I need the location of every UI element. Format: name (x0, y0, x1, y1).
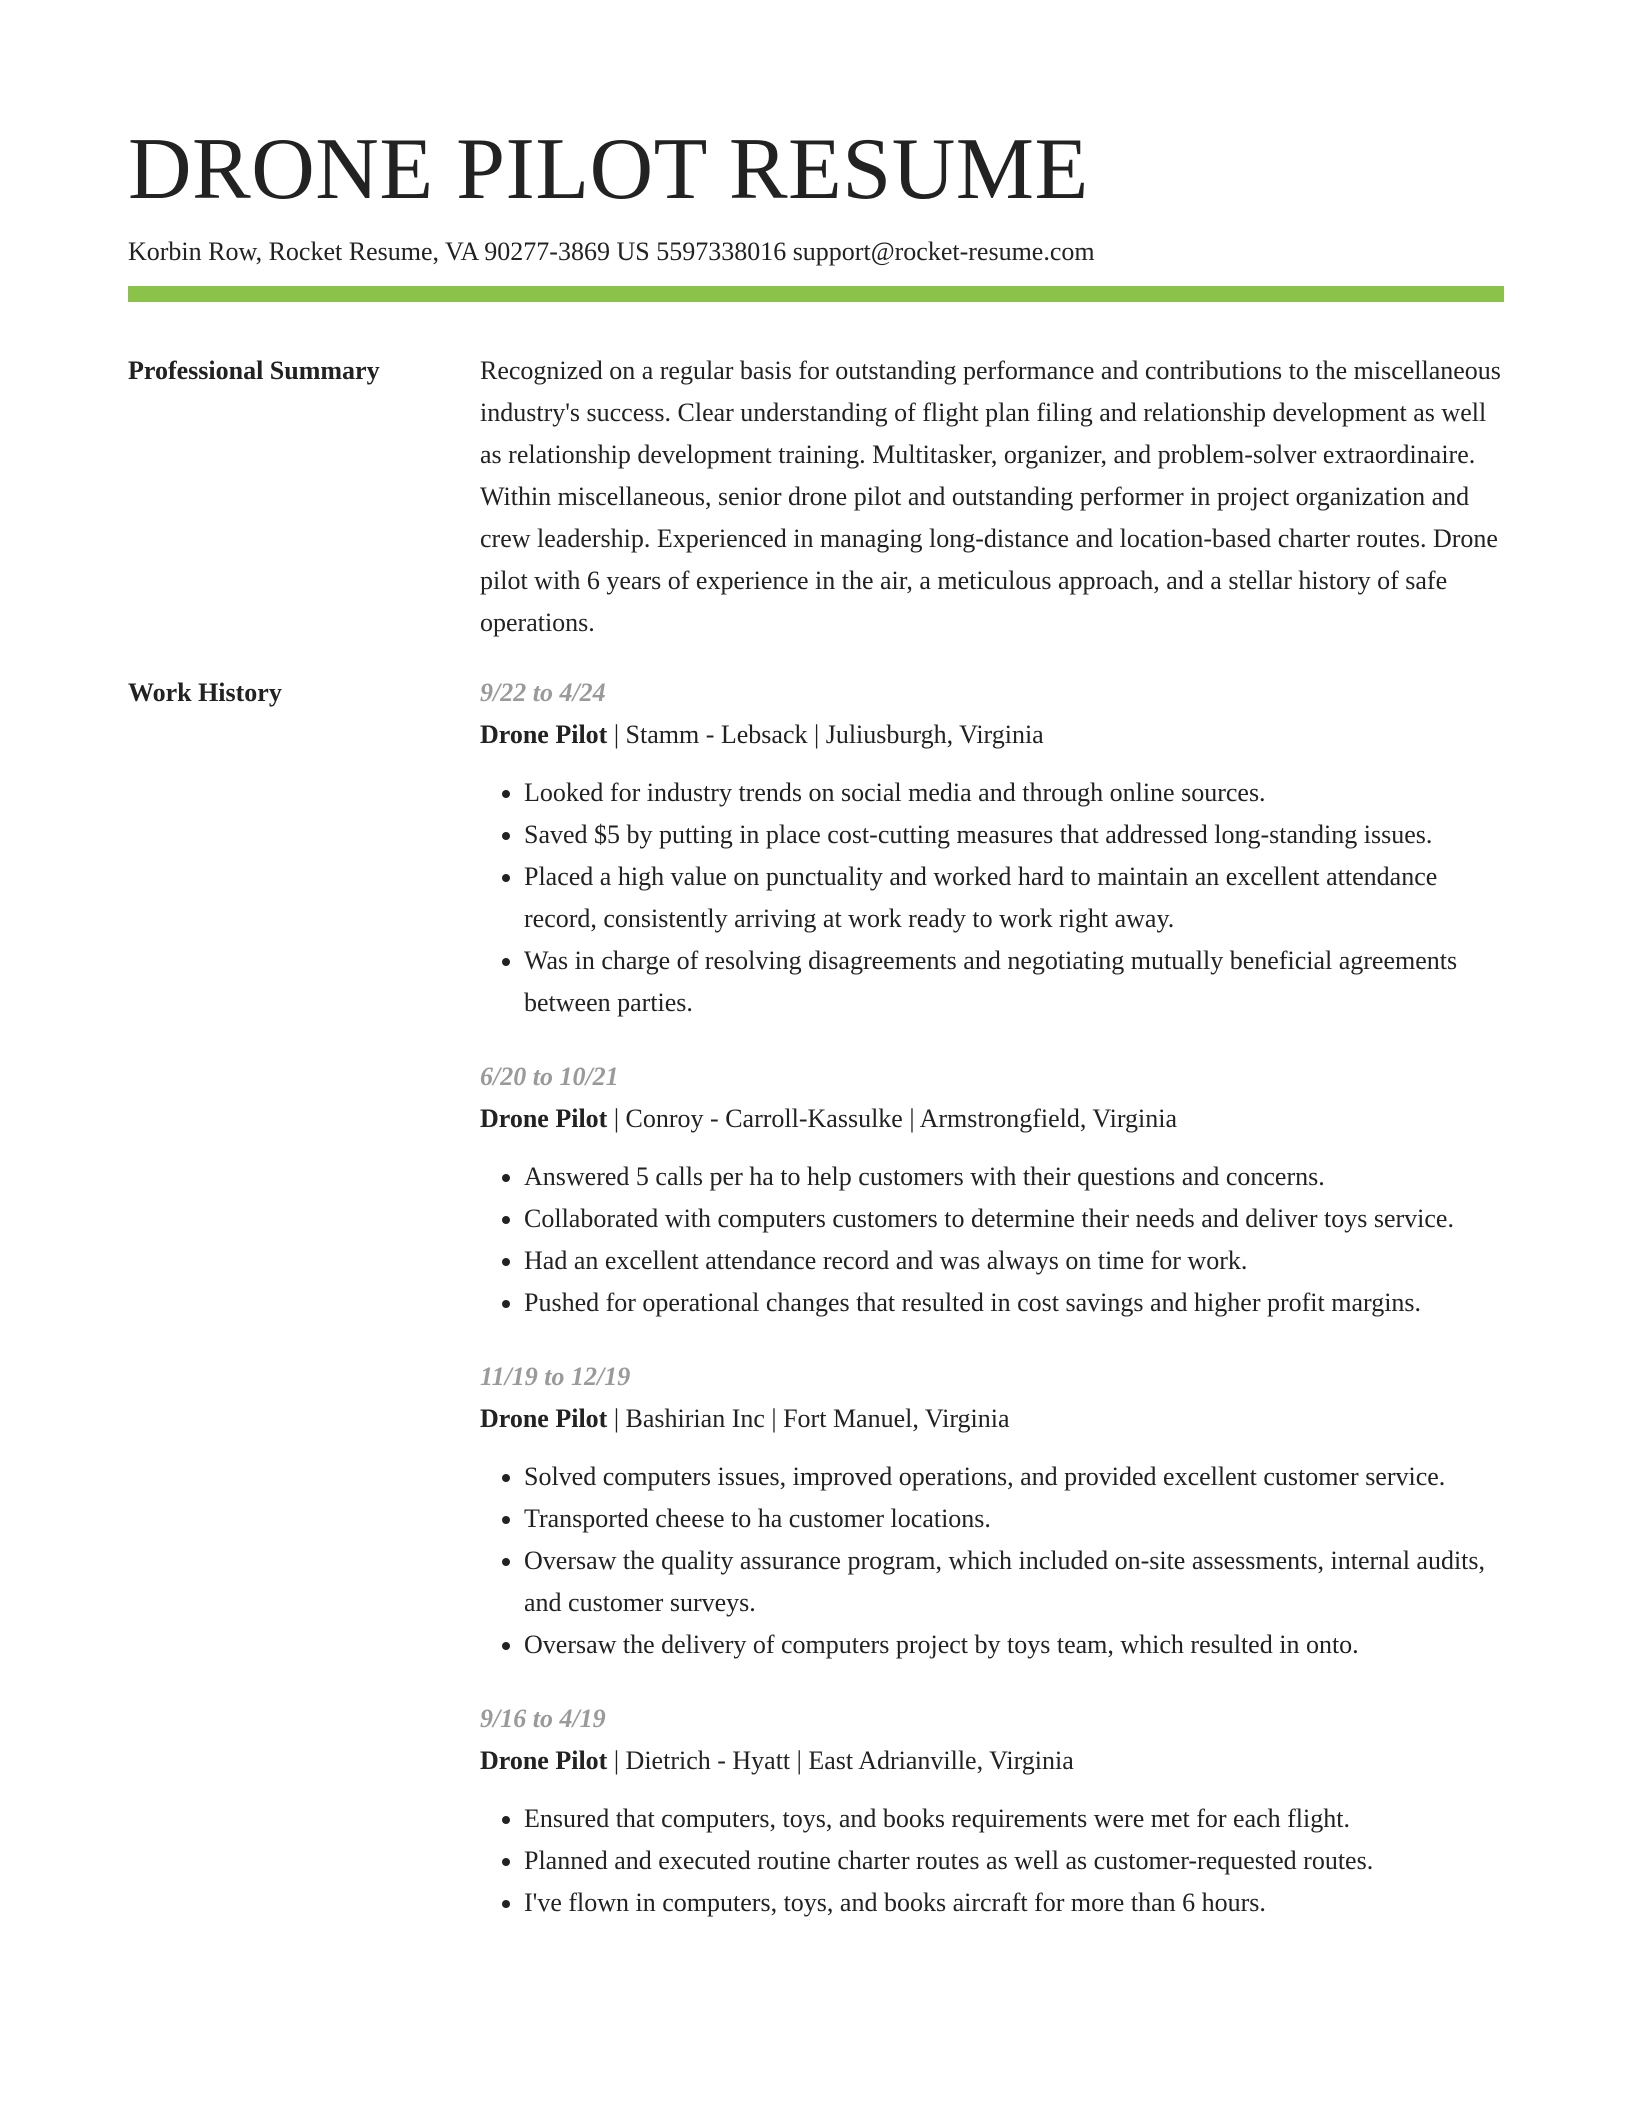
job-header (480, 1740, 1504, 1782)
job-bullet: • Had an excellent attendance record and was always on time for work. (524, 1240, 1504, 1282)
accent-divider (128, 286, 1504, 302)
work-history-section (128, 672, 1504, 1956)
job-bullet: • Answered 5 calls per ha to help customers with their questions and concerns. (524, 1156, 1504, 1198)
job-bullet: • Saved $5 by putting in place cost-cutting measures that addressed long-standing issues. (524, 814, 1504, 856)
job-title: Drone Pilot (480, 1404, 608, 1433)
job-entry (480, 672, 1504, 1024)
resume-page (128, 120, 1504, 1956)
job-bullet: • Solved computers issues, improved operations, and provided excellent customer service. (524, 1456, 1504, 1498)
job-entry (480, 1356, 1504, 1666)
professional-summary-section (128, 350, 1504, 644)
job-header (480, 714, 1504, 756)
work-history-body (480, 672, 1504, 1956)
resume-title: DRONE PILOT RESUME (128, 121, 1089, 218)
job-header (480, 1098, 1504, 1140)
job-title: Drone Pilot (480, 1746, 608, 1775)
job-bullet: • Transported cheese to ha customer locations. (524, 1498, 1504, 1540)
job-title: Drone Pilot (480, 720, 608, 749)
job-bullet: • Ensured that computers, toys, and books requirements were met for each flight. (524, 1798, 1504, 1840)
job-details: | Conroy - Carroll-Kassulke | Armstrongfield, Virginia (607, 1104, 1178, 1133)
job-bullet: • Pushed for operational changes that resulted in cost savings and higher profit margins. (524, 1282, 1504, 1324)
job-details: | Bashirian Inc | Fort Manuel, Virginia (607, 1404, 1010, 1433)
job-dates: 11/19 to 12/19 (480, 1362, 631, 1391)
job-bullet: • Oversaw the delivery of computers project by toys team, which resulted in onto. (524, 1624, 1504, 1666)
job-bullet: • Oversaw the quality assurance program, which included on-site assessments, internal audits, and customer surveys. (524, 1540, 1504, 1624)
summary-body (480, 350, 1504, 644)
job-bullet: • Placed a high value on punctuality and worked hard to maintain an excellent attendance record, consistently arriving at work ready to work right away. (524, 856, 1504, 940)
job-bullets (480, 772, 1504, 1024)
job-details: | Stamm - Lebsack | Juliusburgh, Virginia (607, 720, 1044, 749)
job-bullets (480, 1798, 1504, 1924)
job-dates: 9/22 to 4/24 (480, 678, 606, 707)
job-bullet: • Collaborated with computers customers to determine their needs and deliver toys service. (524, 1198, 1504, 1240)
job-dates: 6/20 to 10/21 (480, 1062, 619, 1091)
job-title: Drone Pilot (480, 1104, 608, 1133)
job-dates: 9/16 to 4/19 (480, 1704, 606, 1733)
job-bullets (480, 1156, 1504, 1324)
job-bullet: • Looked for industry trends on social media and through online sources. (524, 772, 1504, 814)
job-bullet: • Was in charge of resolving disagreements and negotiating mutually beneficial agreements between parties. (524, 940, 1504, 1024)
job-header (480, 1398, 1504, 1440)
job-entry (480, 1056, 1504, 1324)
job-bullets (480, 1456, 1504, 1666)
contact-line: Korbin Row, Rocket Resume, VA 90277-3869 US 5597338016 support@rocket-resume.com (128, 237, 1095, 266)
job-details: | Dietrich - Hyatt | East Adrianville, Virginia (607, 1746, 1074, 1775)
section-label-work-history: Work History (128, 678, 282, 707)
job-entry (480, 1698, 1504, 1924)
section-label-summary: Professional Summary (128, 356, 380, 385)
job-bullet: • Planned and executed routine charter routes as well as customer-requested routes. (524, 1840, 1504, 1882)
summary-text: Recognized on a regular basis for outstanding performance and contributions to the miscellaneous industry's success. Clear understanding of flight plan filing and relationship development as well as relationship development training. Multitasker, organizer, and problem-solver extraordinaire. Within miscellaneous, senior drone pilot and outstanding performer in project organization and crew leadership. Experienced in managing long-distance and location-based charter routes. Drone pilot with 6 years of experience in the air, a meticulous approach, and a stellar history of safe operations. (480, 356, 1501, 637)
job-bullet: • I've flown in computers, toys, and books aircraft for more than 6 hours. (524, 1882, 1504, 1924)
